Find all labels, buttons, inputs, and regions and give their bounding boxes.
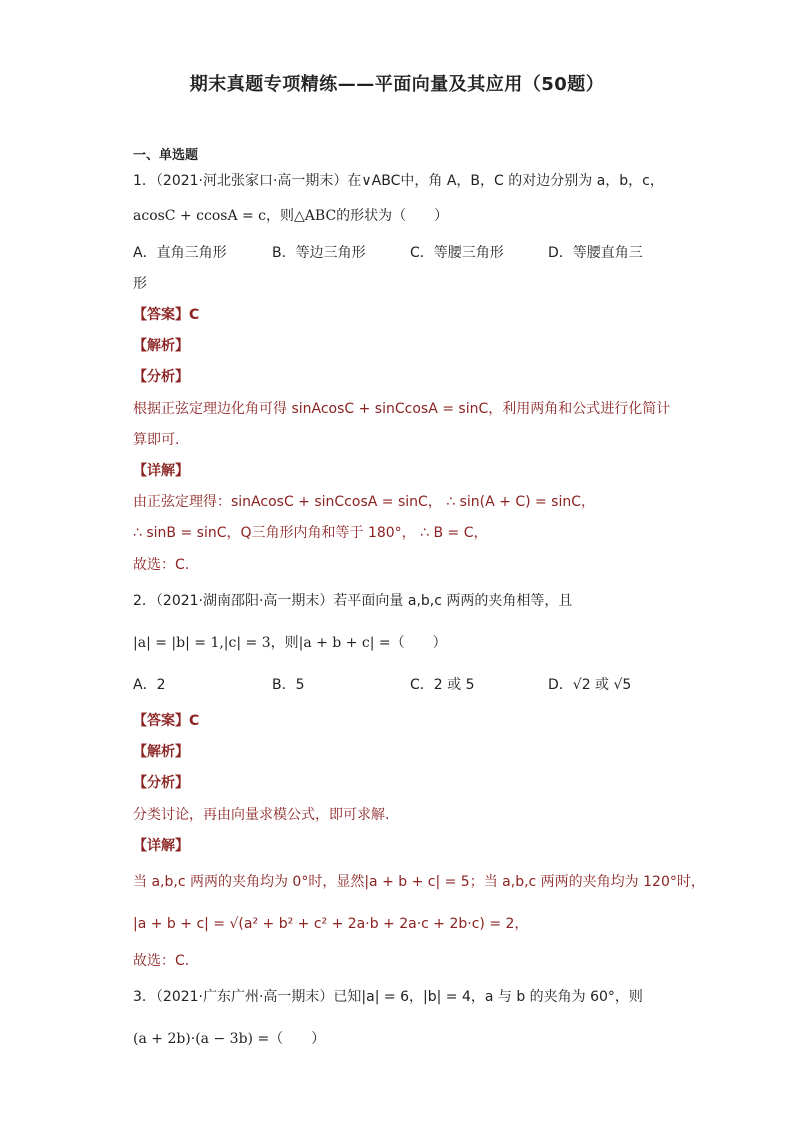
section-heading: 一、单选题 — [133, 148, 199, 163]
q1-stem-line2: acosC + ccosA = c，则△ABC的形状为（ ） — [133, 208, 449, 224]
q1-choice-d-wrap: 形 — [133, 276, 147, 292]
q1-answer: 【答案】C — [133, 307, 200, 323]
q2-detail-line3: 故选：C. — [133, 953, 190, 969]
q2-fenxi-line1: 分类讨论，再由向量求模公式，即可求解. — [133, 807, 390, 823]
q2-fenxi-label: 【分析】 — [133, 775, 189, 791]
q2-choice-c: C．2 或 5 — [410, 677, 475, 693]
q1-fenxi-label: 【分析】 — [133, 369, 189, 385]
q2-jiexi-label: 【解析】 — [133, 744, 189, 760]
page-title: 期末真题专项精练——平面向量及其应用（50题） — [189, 74, 605, 95]
q2-detail-line2: |a + b + c| = √(a² + b² + c² + 2a·b + 2a·c + 2b·c) = 2， — [133, 916, 529, 932]
q1-stem-line1: 1．（2021·河北张家口·高一期末）在∨ABC中，角 A，B，C 的对边分别为 a，b，c， — [133, 173, 664, 189]
q2-detail-line1: 当 a,b,c 两两的夹角均为 0°时，显然|a + b + c| = 5；当 a,b,c 两两的夹角均为 120°时， — [133, 874, 705, 890]
q1-detail-line1: 由正弦定理得：sinAcosC + sinCcosA = sinC， ∴ sin(A + C) = sinC， — [133, 494, 596, 510]
q2-xiangjie-label: 【详解】 — [133, 838, 189, 854]
q1-xiangjie-label: 【详解】 — [133, 463, 189, 479]
q1-choice-a: A．直角三角形 — [133, 245, 227, 261]
q2-answer: 【答案】C — [133, 713, 200, 729]
q3-stem-line2: (a + 2b)·(a − 3b) =（ ） — [133, 1031, 326, 1047]
q2-stem-line2: |a| = |b| = 1,|c| = 3，则|a + b + c| =（ ） — [133, 635, 447, 651]
q1-choice-d: D．等腰直角三 — [548, 245, 643, 261]
q3-stem-line1: 3．（2021·广东广州·高一期末）已知|a| = 6，|b| = 4，a 与 b 的夹角为 60°，则 — [133, 989, 643, 1005]
q1-detail-line3: 故选：C. — [133, 557, 190, 573]
q1-detail-line2: ∴ sinB = sinC，Q三角形内角和等于 180°， ∴ B = C， — [133, 525, 488, 541]
q1-choice-b: B．等边三角形 — [272, 245, 366, 261]
q2-choice-a: A．2 — [133, 677, 166, 693]
q1-fenxi-line2: 算即可. — [133, 432, 180, 448]
q2-choice-d: D．√2 或 √5 — [548, 677, 632, 693]
q1-choice-c: C．等腰三角形 — [410, 245, 504, 261]
q2-choice-b: B．5 — [272, 677, 305, 693]
q1-jiexi-label: 【解析】 — [133, 338, 189, 354]
q2-stem-line1: 2．（2021·湖南邵阳·高一期末）若平面向量 a,b,c 两两的夹角相等，且 — [133, 593, 573, 609]
q1-fenxi-line1: 根据正弦定理边化角可得 sinAcosC + sinCcosA = sinC，利用两角和公式进行化简计 — [133, 401, 671, 417]
